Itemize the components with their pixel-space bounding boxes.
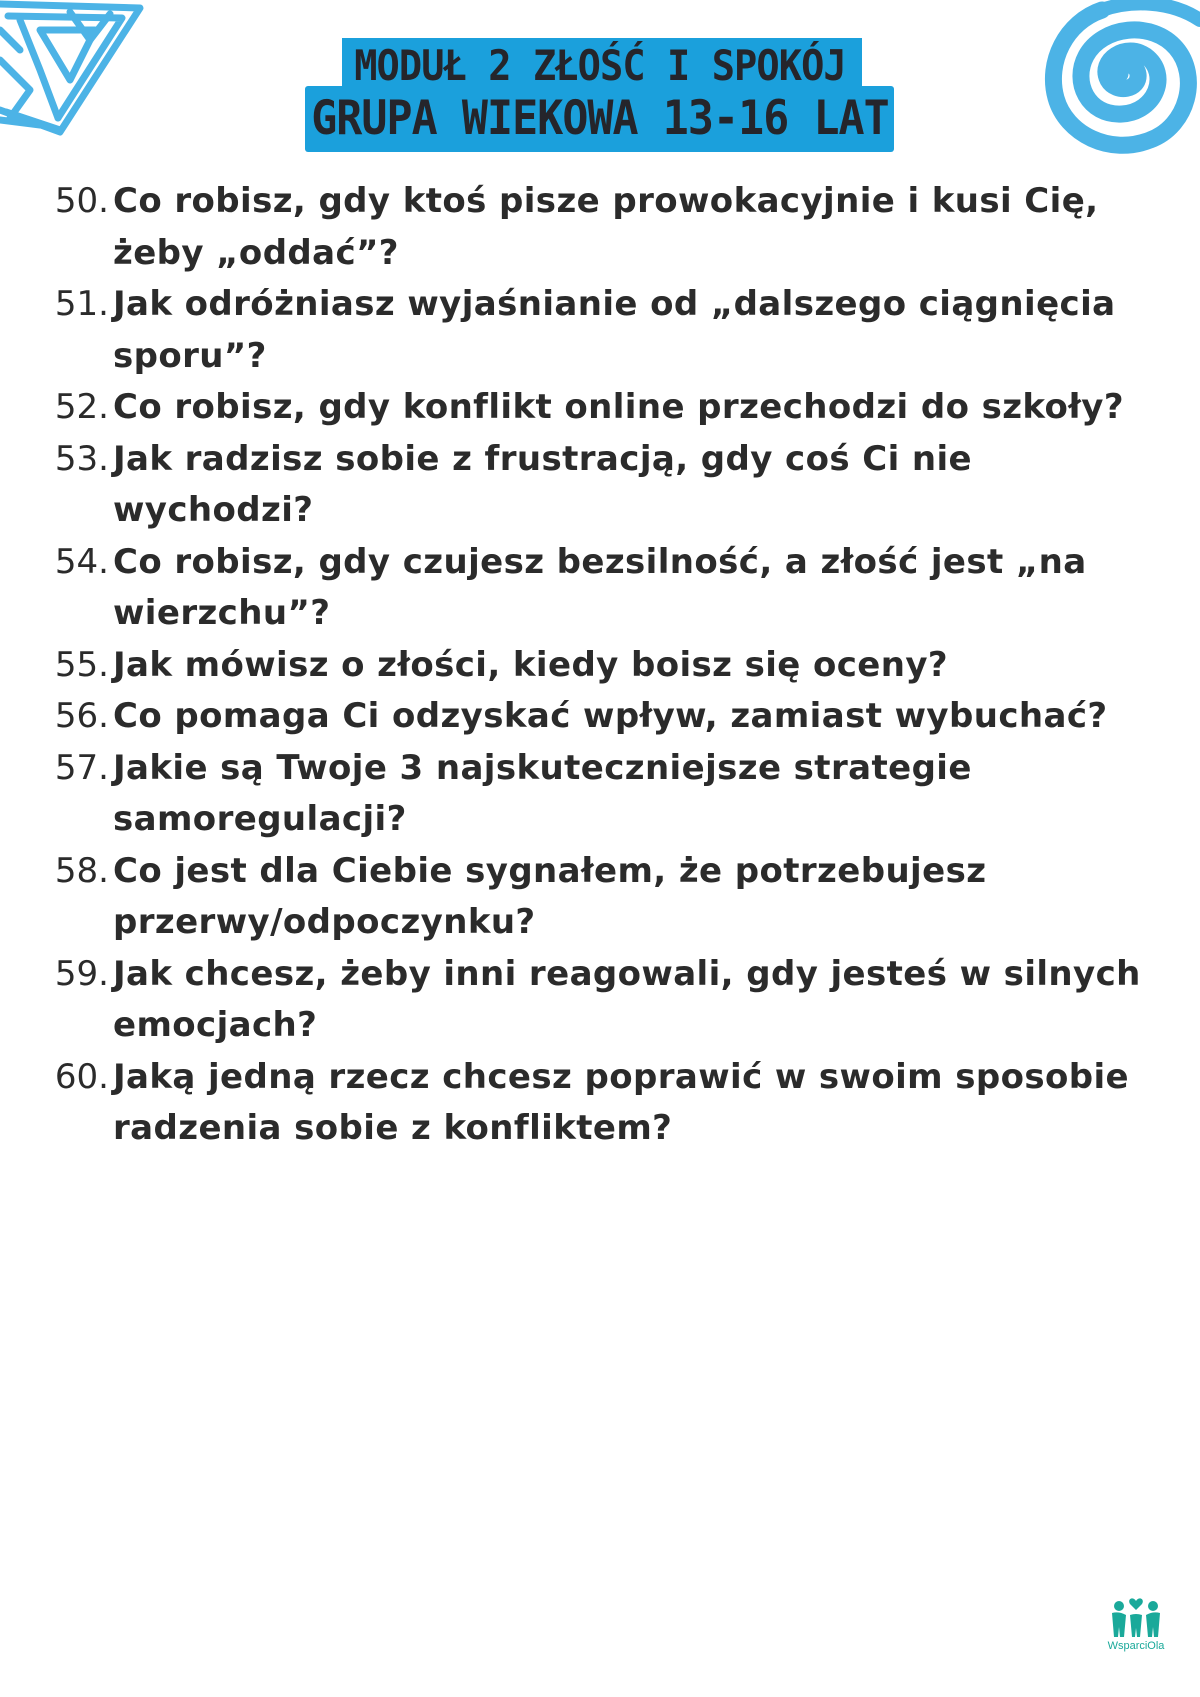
question-text-line: Co robisz, gdy czujesz bezsilność, a złość jest „na bbox=[113, 541, 1087, 582]
question-text-line: żeby „oddać”? bbox=[113, 232, 399, 273]
page-title-line-1: MODUŁ 2 ZŁOŚĆ I SPOKÓJ bbox=[354, 41, 846, 90]
question-number: 52. bbox=[54, 387, 109, 427]
question-number: 58. bbox=[54, 850, 109, 891]
page-title-line-2: GRUPA WIEKOWA 13-16 LAT bbox=[311, 91, 889, 146]
question-item bbox=[0, 382, 1200, 434]
question-text-line: Co jest dla Ciebie sygnałem, że potrzebujesz bbox=[113, 850, 987, 891]
question-number: 50. bbox=[54, 181, 109, 221]
question-item bbox=[0, 640, 1200, 692]
question-number: 57. bbox=[54, 747, 109, 788]
question-number: 60. bbox=[54, 1056, 109, 1097]
question-text-line: sporu”? bbox=[113, 335, 267, 376]
question-text-line: samoregulacji? bbox=[113, 799, 407, 839]
question-item bbox=[0, 691, 1200, 743]
question-text-line: Co robisz, gdy konflikt online przechodzi do szkoły? bbox=[113, 387, 1124, 427]
question-text-line: Jak mówisz o złości, kiedy boisz się oceny? bbox=[113, 644, 949, 685]
question-item bbox=[0, 434, 1200, 537]
question-number: 59. bbox=[54, 953, 109, 994]
wsparciola-logo bbox=[1086, 1593, 1186, 1681]
question-text-line: Jak odróżniasz wyjaśnianie od „dalszego ciągnięcia bbox=[113, 284, 1116, 324]
question-item bbox=[0, 743, 1200, 846]
question-text-line: Jak chcesz, żeby inni reagowali, gdy jesteś w silnych bbox=[113, 953, 1141, 994]
question-text-line: wierzchu”? bbox=[113, 593, 331, 633]
logo-text: WsparciOla bbox=[1107, 1640, 1165, 1652]
question-number: 53. bbox=[54, 438, 109, 479]
family-logo-icon bbox=[1108, 1593, 1164, 1639]
question-text-line: Co robisz, gdy ktoś pisze prowokacyjnie i kusi Cię, bbox=[113, 181, 1099, 221]
question-item bbox=[0, 279, 1200, 382]
question-text-line: przerwy/odpoczynku? bbox=[113, 902, 536, 942]
question-number: 51. bbox=[54, 284, 109, 324]
question-text-line: Jakie są Twoje 3 najskuteczniejsze strategie bbox=[113, 747, 972, 788]
question-text-line: wychodzi? bbox=[113, 490, 314, 530]
question-number: 55. bbox=[54, 644, 109, 685]
question-text-line: Jaką jedną rzecz chcesz poprawić w swoim sposobie bbox=[113, 1056, 1130, 1097]
question-item bbox=[0, 537, 1200, 640]
question-item bbox=[0, 949, 1200, 1052]
question-item bbox=[0, 176, 1200, 279]
question-number: 56. bbox=[54, 696, 109, 736]
question-item bbox=[0, 846, 1200, 949]
title-banner bbox=[0, 0, 1200, 160]
question-number: 54. bbox=[54, 541, 109, 582]
question-text-line: emocjach? bbox=[113, 1005, 318, 1045]
question-text-line: Jak radzisz sobie z frustracją, gdy coś Ci nie bbox=[113, 438, 973, 479]
question-text-line: Co pomaga Ci odzyskać wpływ, zamiast wybuchać? bbox=[113, 696, 1108, 736]
question-list bbox=[0, 176, 1200, 1155]
question-item bbox=[0, 1052, 1200, 1155]
question-text-line: radzenia sobie z konfliktem? bbox=[113, 1108, 673, 1148]
